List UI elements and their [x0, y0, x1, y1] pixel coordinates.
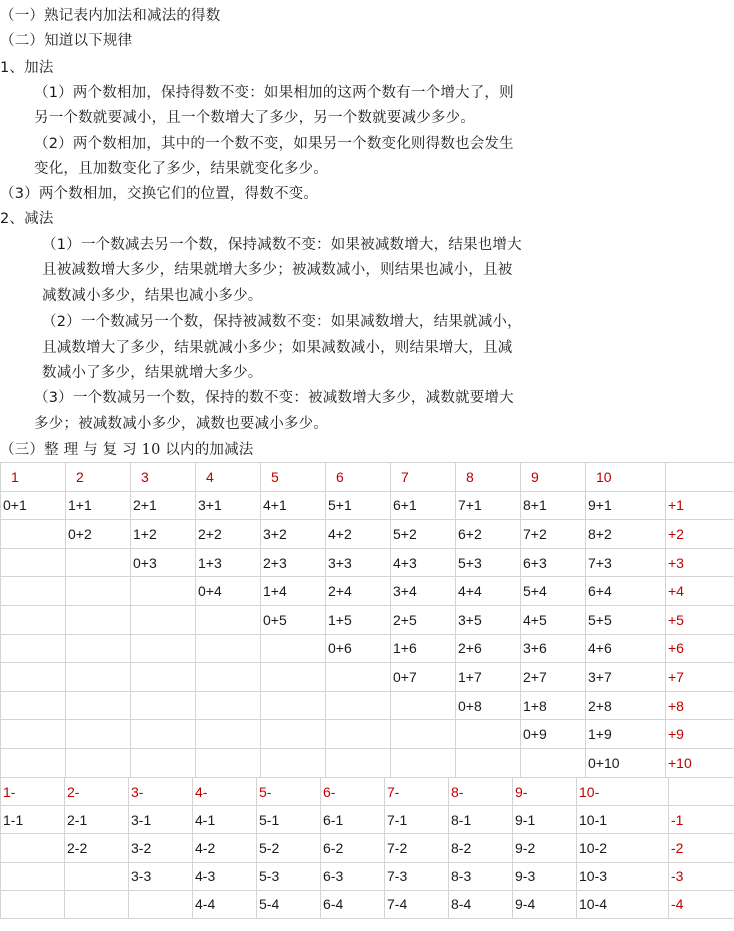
subtraction-cell: 9-1 [513, 806, 577, 834]
addition-cell: 2+6 [456, 634, 521, 663]
subtraction-rule-3-line-1: （3）一个数减另一个数，保持的数不变：被减数增大多少，减数就要增大 [34, 390, 514, 406]
addition-header-cell: 7 [391, 463, 456, 492]
subtraction-cell: 10-1 [577, 806, 669, 834]
subtraction-rule-1-line-3: 减数减小多少，结果也减小多少。 [42, 288, 263, 304]
addition-row [1, 663, 734, 692]
addition-cell: 1+9 [586, 720, 666, 749]
addition-cell [326, 663, 391, 692]
addition-cell: +6 [666, 634, 734, 663]
subtraction-cell [1, 890, 65, 918]
addition-cell: +2 [666, 520, 734, 549]
addition-cell [131, 577, 196, 606]
addition-cell: 2+2 [196, 520, 261, 549]
addition-cell: 3+3 [326, 548, 391, 577]
addition-cell [456, 748, 521, 777]
subtraction-header-cell: 9- [513, 778, 577, 806]
addition-header-cell: 8 [456, 463, 521, 492]
subtraction-cell: 10-2 [577, 834, 669, 862]
addition-cell: 7+1 [456, 491, 521, 520]
addition-row [1, 634, 734, 663]
subtraction-header-cell: 5- [257, 778, 321, 806]
heading-memorize: （一）熟记表内加法和减法的得数 [0, 8, 221, 24]
addition-cell: 9+1 [586, 491, 666, 520]
addition-cell [261, 720, 326, 749]
addition-rule-2-line-2: 变化，且加数变化了多少，结果就变化多少。 [34, 161, 328, 177]
subtraction-header-cell: 6- [321, 778, 385, 806]
subtraction-cell: 8-2 [449, 834, 513, 862]
addition-cell: 0+4 [196, 577, 261, 606]
addition-cell [1, 634, 66, 663]
subtraction-rule-3-line-2: 多少；被减数减小多少，减数也要减小多少。 [34, 416, 328, 432]
subtraction-row [1, 890, 734, 918]
addition-header-cell: 6 [326, 463, 391, 492]
subtraction-header-cell: 10- [577, 778, 669, 806]
subtraction-cell: 9-3 [513, 862, 577, 890]
subtraction-cell: 7-3 [385, 862, 449, 890]
subtraction-header-cell: 2- [65, 778, 129, 806]
addition-cell [66, 691, 131, 720]
subtraction-cell: 1-1 [1, 806, 65, 834]
subtraction-cell: 7-4 [385, 890, 449, 918]
addition-cell [261, 748, 326, 777]
addition-cell: 0+5 [261, 605, 326, 634]
addition-cell: 2+1 [131, 491, 196, 520]
addition-cell [66, 605, 131, 634]
addition-cell [131, 720, 196, 749]
addition-rule-1-line-2: 另一个数就要减小，且一个数增大了多少，另一个数就要减少多少。 [34, 110, 475, 126]
addition-row [1, 720, 734, 749]
subtraction-header-cell: 4- [193, 778, 257, 806]
addition-header-row [1, 463, 734, 492]
addition-header-cell: 5 [261, 463, 326, 492]
subtraction-cell: 4-4 [193, 890, 257, 918]
addition-cell [326, 748, 391, 777]
subtraction-cell: 2-1 [65, 806, 129, 834]
addition-cell [1, 720, 66, 749]
subtraction-cell: 8-3 [449, 862, 513, 890]
addition-cell: +9 [666, 720, 734, 749]
subtraction-cell [65, 862, 129, 890]
addition-cell: 6+2 [456, 520, 521, 549]
addition-cell [131, 691, 196, 720]
addition-cell: 5+1 [326, 491, 391, 520]
addition-header-cell [666, 463, 734, 492]
addition-cell: 4+2 [326, 520, 391, 549]
addition-cell [521, 748, 586, 777]
subtraction-header-cell: 7- [385, 778, 449, 806]
addition-cell: +4 [666, 577, 734, 606]
addition-header-cell: 9 [521, 463, 586, 492]
addition-cell [456, 720, 521, 749]
subtraction-cell: 5-2 [257, 834, 321, 862]
subtraction-cell: 6-3 [321, 862, 385, 890]
subtraction-cell: 3-2 [129, 834, 193, 862]
addition-cell: 4+5 [521, 605, 586, 634]
subtraction-cell: 10-4 [577, 890, 669, 918]
addition-header-cell: 3 [131, 463, 196, 492]
addition-table [0, 462, 734, 778]
subtraction-row [1, 806, 734, 834]
subtraction-rule-2-line-2: 且减数增大了多少，结果就减小多少；如果减数减小，则结果增大，且减 [42, 340, 513, 356]
subtraction-header-cell: 3- [129, 778, 193, 806]
subtraction-cell: 2-2 [65, 834, 129, 862]
heading-rules: （二）知道以下规律 [0, 33, 133, 49]
addition-cell [131, 605, 196, 634]
addition-cell: 3+6 [521, 634, 586, 663]
heading-subtraction: 2、减法 [0, 211, 54, 227]
addition-rule-1-line-1: （1）两个数相加，保持得数不变：如果相加的这两个数有一个增大了，则 [34, 85, 514, 101]
subtraction-cell: 9-4 [513, 890, 577, 918]
subtraction-cell: 6-1 [321, 806, 385, 834]
addition-cell: 1+7 [456, 663, 521, 692]
subtraction-rule-1-line-2: 且被减数增大多少，结果就增大多少；被减数减小，则结果也减小，且被 [42, 262, 513, 278]
addition-cell: +5 [666, 605, 734, 634]
addition-cell: 3+7 [586, 663, 666, 692]
addition-cell [391, 748, 456, 777]
subtraction-rule-1-line-1: （1）一个数减去另一个数，保持减数不变：如果被减数增大，结果也增大 [42, 237, 522, 253]
subtraction-cell: 5-1 [257, 806, 321, 834]
subtraction-cell: 4-3 [193, 862, 257, 890]
addition-cell: 4+3 [391, 548, 456, 577]
subtraction-cell: 4-2 [193, 834, 257, 862]
addition-cell [131, 634, 196, 663]
addition-cell: 5+5 [586, 605, 666, 634]
addition-cell: 0+9 [521, 720, 586, 749]
addition-cell: +3 [666, 548, 734, 577]
addition-rule-3: （3）两个数相加，交换它们的位置，得数不变。 [0, 186, 319, 202]
addition-cell: 2+5 [391, 605, 456, 634]
subtraction-cell [1, 862, 65, 890]
addition-cell: 3+1 [196, 491, 261, 520]
addition-cell [196, 634, 261, 663]
subtraction-cell: -4 [669, 890, 734, 918]
addition-cell: 1+8 [521, 691, 586, 720]
addition-row [1, 577, 734, 606]
addition-cell: 1+3 [196, 548, 261, 577]
addition-cell [391, 720, 456, 749]
addition-cell: 5+2 [391, 520, 456, 549]
addition-cell [1, 548, 66, 577]
addition-row [1, 520, 734, 549]
addition-cell [261, 663, 326, 692]
addition-cell: 1+2 [131, 520, 196, 549]
subtraction-header-row [1, 778, 734, 806]
addition-header-cell: 1 [1, 463, 66, 492]
addition-cell [66, 634, 131, 663]
addition-cell: 3+4 [391, 577, 456, 606]
subtraction-cell: 8-4 [449, 890, 513, 918]
addition-cell: +10 [666, 748, 734, 777]
subtraction-cell: 7-2 [385, 834, 449, 862]
addition-cell [196, 691, 261, 720]
subtraction-rule-2-line-1: （2）一个数减另一个数，保持被减数不变：如果减数增大，结果就减小， [42, 314, 522, 330]
addition-row [1, 691, 734, 720]
subtraction-cell: 9-2 [513, 834, 577, 862]
subtraction-cell: 6-4 [321, 890, 385, 918]
subtraction-cell [1, 834, 65, 862]
heading-addition: 1、加法 [0, 60, 54, 76]
addition-cell: 0+1 [1, 491, 66, 520]
addition-cell [131, 663, 196, 692]
subtraction-header-cell: 1- [1, 778, 65, 806]
subtraction-cell: -2 [669, 834, 734, 862]
addition-cell [131, 748, 196, 777]
subtraction-header-cell: 8- [449, 778, 513, 806]
addition-cell [66, 548, 131, 577]
subtraction-cell: -1 [669, 806, 734, 834]
addition-cell [196, 720, 261, 749]
addition-cell [196, 663, 261, 692]
addition-cell: 6+3 [521, 548, 586, 577]
addition-cell: 0+8 [456, 691, 521, 720]
addition-cell [1, 577, 66, 606]
addition-cell: +8 [666, 691, 734, 720]
addition-cell: 6+4 [586, 577, 666, 606]
addition-cell [1, 748, 66, 777]
addition-cell: 2+3 [261, 548, 326, 577]
subtraction-cell: 8-1 [449, 806, 513, 834]
addition-cell [66, 663, 131, 692]
subtraction-table [0, 777, 734, 919]
addition-cell [391, 691, 456, 720]
addition-cell: 5+4 [521, 577, 586, 606]
addition-row [1, 748, 734, 777]
addition-cell: 6+1 [391, 491, 456, 520]
subtraction-cell: 10-3 [577, 862, 669, 890]
addition-cell: +7 [666, 663, 734, 692]
subtraction-cell: -3 [669, 862, 734, 890]
addition-cell [1, 663, 66, 692]
addition-cell [326, 720, 391, 749]
subtraction-cell: 5-3 [257, 862, 321, 890]
addition-cell [261, 634, 326, 663]
addition-cell: 3+5 [456, 605, 521, 634]
addition-cell [1, 691, 66, 720]
addition-cell [326, 691, 391, 720]
addition-header-cell: 2 [66, 463, 131, 492]
addition-cell: 8+1 [521, 491, 586, 520]
subtraction-cell: 3-1 [129, 806, 193, 834]
addition-cell: 8+2 [586, 520, 666, 549]
addition-row [1, 548, 734, 577]
subtraction-cell: 5-4 [257, 890, 321, 918]
addition-row [1, 491, 734, 520]
addition-cell: 1+4 [261, 577, 326, 606]
subtraction-row [1, 862, 734, 890]
addition-cell: 0+3 [131, 548, 196, 577]
subtraction-cell: 3-3 [129, 862, 193, 890]
addition-cell: 2+4 [326, 577, 391, 606]
addition-cell [196, 605, 261, 634]
addition-cell: 0+7 [391, 663, 456, 692]
addition-cell [261, 691, 326, 720]
subtraction-cell: 4-1 [193, 806, 257, 834]
addition-cell [66, 748, 131, 777]
addition-cell [66, 720, 131, 749]
subtraction-cell [129, 890, 193, 918]
addition-cell: 0+6 [326, 634, 391, 663]
addition-cell: 4+6 [586, 634, 666, 663]
addition-cell: 0+10 [586, 748, 666, 777]
subtraction-header-cell [669, 778, 734, 806]
subtraction-cell: 6-2 [321, 834, 385, 862]
addition-cell [1, 520, 66, 549]
addition-header-cell: 4 [196, 463, 261, 492]
addition-cell: 7+3 [586, 548, 666, 577]
addition-cell: 1+5 [326, 605, 391, 634]
addition-cell [1, 605, 66, 634]
addition-rule-2-line-1: （2）两个数相加，其中的一个数不变，如果另一个数变化则得数也会发生 [34, 136, 514, 152]
addition-cell: 0+2 [66, 520, 131, 549]
addition-cell: 2+8 [586, 691, 666, 720]
addition-cell: +1 [666, 491, 734, 520]
addition-cell: 1+6 [391, 634, 456, 663]
subtraction-row [1, 834, 734, 862]
subtraction-rule-2-line-3: 数减小了多少，结果就增大多少。 [42, 365, 263, 381]
addition-cell: 4+4 [456, 577, 521, 606]
subtraction-cell: 7-1 [385, 806, 449, 834]
addition-cell: 4+1 [261, 491, 326, 520]
addition-cell [66, 577, 131, 606]
addition-row [1, 605, 734, 634]
addition-cell [196, 748, 261, 777]
addition-header-cell: 10 [586, 463, 666, 492]
addition-cell: 7+2 [521, 520, 586, 549]
addition-cell: 5+3 [456, 548, 521, 577]
addition-cell: 1+1 [66, 491, 131, 520]
heading-review-table: （三）整 理 与 复 习 10 以内的加减法 [0, 442, 254, 458]
addition-cell: 3+2 [261, 520, 326, 549]
addition-cell: 2+7 [521, 663, 586, 692]
subtraction-cell [65, 890, 129, 918]
